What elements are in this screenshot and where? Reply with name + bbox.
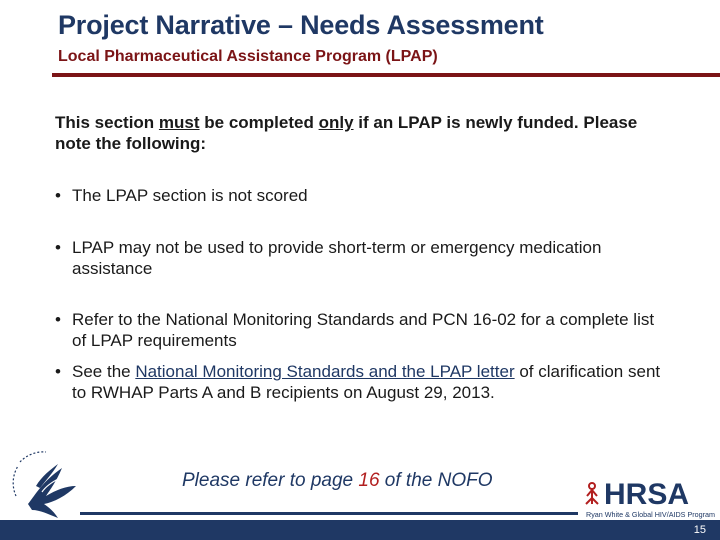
intro-text: if an LPAP is newly funded. Please note the following: (55, 113, 638, 153)
bullet-item-no-emergency: • LPAP may not be used to provide short-term or emergency medication assistance (55, 237, 672, 279)
slide-subtitle: Local Pharmaceutical Assistance Program (LPAP) (58, 48, 438, 65)
refer-page-number: 16 (358, 470, 380, 491)
hrsa-logo-icon (584, 476, 716, 520)
footer-divider (80, 512, 578, 515)
bullet-text: See the (72, 362, 136, 381)
nofo-reference (182, 470, 493, 492)
refer-text: Please refer to page (182, 470, 359, 491)
bullet-text: of clarification sent to RWHAP Parts A and B recipients on August 29, 2013. (72, 362, 661, 402)
hhs-logo-icon (6, 446, 82, 522)
intro-text: This section (55, 113, 159, 132)
refer-text: of the NOFO (379, 470, 493, 491)
slide-title: Project Narrative – Needs Assessment (58, 10, 544, 40)
hrsa-tagline: Ryan White & Global HIV/AIDS Program (586, 510, 716, 519)
bullet-item-requirements: • Refer to the National Monitoring Standards and PCN 16-02 for a complete list of LPAP requirements (55, 309, 672, 351)
title-divider (52, 73, 720, 77)
hrsa-letters: HRSA (604, 478, 690, 511)
intro-paragraph (55, 112, 675, 154)
page-number: 15 (693, 524, 706, 536)
bullet-item-clarification (55, 361, 672, 403)
intro-emphasis-only: only (318, 113, 354, 132)
footer-bar (0, 520, 720, 540)
intro-text: be completed (199, 113, 319, 132)
bullet-item-not-scored: • The LPAP section is not scored (55, 185, 672, 206)
intro-emphasis-must: must (158, 113, 200, 132)
standards-letter-link[interactable]: National Monitoring Standards and the LPAP letter (135, 362, 515, 381)
